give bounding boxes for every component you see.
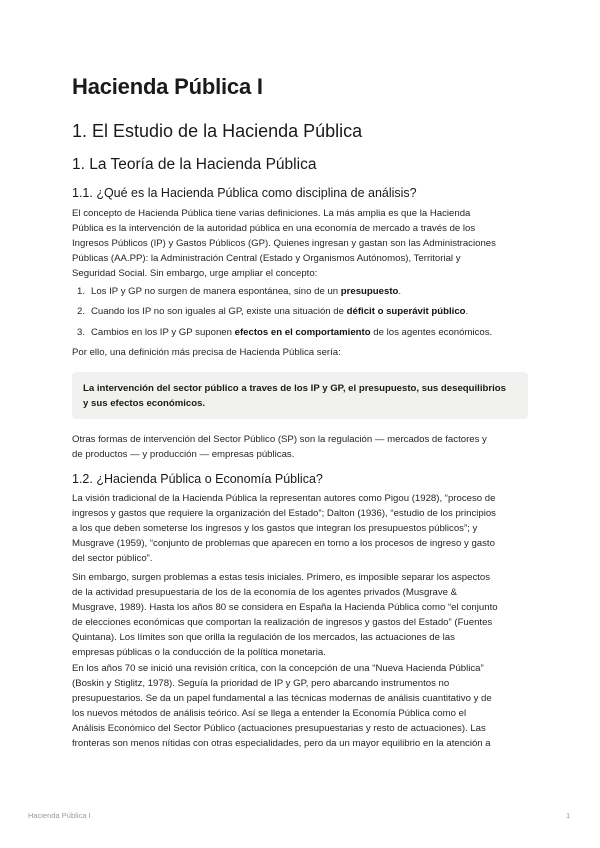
text-line: presupuestarios. Se da un papel fundamental a las técnicas modernas de análisis cuantitativo y de xyxy=(72,693,492,704)
text-line: La visión tradicional de la Hacienda Pública la representan autores como Pigou (1928), “proceso de xyxy=(72,493,496,504)
list-item xyxy=(77,325,528,340)
text-line: Ingresos Públicos (IP) y Gastos Públicos (GP). Quienes ingresan y gastan son las Administraciones xyxy=(72,238,496,249)
list-punct: de los agentes económicos. xyxy=(370,327,493,338)
list-number: 1. xyxy=(77,286,86,297)
list-number: 2. xyxy=(77,306,86,317)
text-line: Públicas (AA.PP): la Administración Central (Estado y Organismos Autónomos), Territorial y xyxy=(72,253,461,264)
document-title: Hacienda Pública I xyxy=(72,74,263,99)
paragraph-definition xyxy=(72,206,528,281)
text-line: y sus efectos económicos. xyxy=(83,398,206,409)
text-line: de productos — y producción — empresas públicas. xyxy=(72,449,295,460)
text-line: La intervención del sector público a traves de los IP y GP, el presupuesto, sus desequilibrios xyxy=(83,383,506,394)
text-line: empresas públicas o la conducción de la política monetaria. xyxy=(72,647,326,658)
list-emphasis: déficit o superávit público xyxy=(346,306,466,317)
text-line: Pública es la intervención de la autoridad pública en una economía de mercado a través de los xyxy=(72,223,476,234)
text-line: En los años 70 se inició una revisión crítica, con la concepción de una “Nueva Hacienda Pública” xyxy=(72,663,484,674)
text-line: a los que deben someterse los ingresos y los gastos que integran los presupuestos públicos”; y xyxy=(72,523,478,534)
paragraph-other-forms xyxy=(72,432,528,462)
paragraph-traditional-view xyxy=(72,491,528,566)
text-line: Seguridad Social. Sin embargo, urge ampliar el concepto: xyxy=(72,268,318,279)
text-line: Otras formas de intervención del Sector Público (SP) son la regulación — mercados de factores y xyxy=(72,434,487,445)
callout-text xyxy=(83,381,523,411)
text-line: Musgrave (1959), “conjunto de problemas que aparecen en torno a los procesos de ingreso y gasto xyxy=(72,538,495,549)
list-emphasis: efectos en el comportamiento xyxy=(234,327,371,338)
text-line: de elecciones económicas que comportan la realización de ingresos y gastos del Estado” (Fuentes xyxy=(72,617,493,628)
paragraph-transition: Por ello, una definición más precisa de Hacienda Pública sería: xyxy=(72,347,341,358)
paragraph-new-public-finance xyxy=(72,661,528,751)
list-punct: . xyxy=(398,286,402,297)
text-line: ingresos y gastos que requiere la organización del Estado”; Dalton (1936), “estudio de los principios xyxy=(72,508,496,519)
list-text: Los IP y GP no surgen de manera espontánea, sino de un xyxy=(91,286,341,297)
text-line: (Boskin y Stiglitz, 1978). Seguía la prioridad de IP y GP, pero abarcando instrumentos no xyxy=(72,678,450,689)
subsection-title: 1. La Teoría de la Hacienda Pública xyxy=(72,156,317,173)
section-title: 1. El Estudio de la Hacienda Pública xyxy=(72,121,363,141)
text-line: El concepto de Hacienda Pública tiene varias definiciones. La más amplia es que la Hacienda xyxy=(72,208,471,219)
text-line: Análisis Económico del Sector Público (actuaciones presupuestarias y resto de actuaciones). Las xyxy=(72,723,486,734)
text-line: del sector público”. xyxy=(72,553,153,564)
page-number: 1 xyxy=(566,811,571,820)
list-number: 3. xyxy=(77,327,86,338)
text-line: Quintana). Los límites son que orilla la regulación de los mercados, las actuaciones de las xyxy=(72,632,455,643)
text-line: los nuevos métodos de análisis teórico. Así se llega a entender la Economía Pública como el xyxy=(72,708,467,719)
text-line: de la actividad presupuestaria de los de la economía de los agentes privados (Musgrave & xyxy=(72,587,458,598)
footer-label: Hacienda Pública I xyxy=(28,811,91,820)
text-line: Sin embargo, surgen problemas a estas tesis iniciales. Primero, es imposible separar los aspectos xyxy=(72,572,491,583)
paragraph-problems xyxy=(72,570,528,660)
list-punct: . xyxy=(465,306,469,317)
list-text: Cuando los IP no son iguales al GP, existe una situación de xyxy=(91,306,347,317)
text-line: Musgrave, 1989). Hasta los años 80 se considera en España la Hacienda Pública como “el conjunto xyxy=(72,602,498,613)
list-item xyxy=(77,284,528,299)
list-emphasis: presupuesto xyxy=(340,286,399,297)
definition-callout xyxy=(72,372,528,419)
list-item xyxy=(77,304,528,319)
heading-1-1: 1.1. ¿Qué es la Hacienda Pública como disciplina de análisis? xyxy=(72,186,417,200)
list-text: Cambios en los IP y GP suponen xyxy=(91,327,235,338)
text-line: fronteras son menos nítidas con otras especialidades, pero da un mayor equilibrio en la atención a xyxy=(72,738,491,749)
heading-1-2: 1.2. ¿Hacienda Pública o Economía Pública? xyxy=(72,472,323,486)
